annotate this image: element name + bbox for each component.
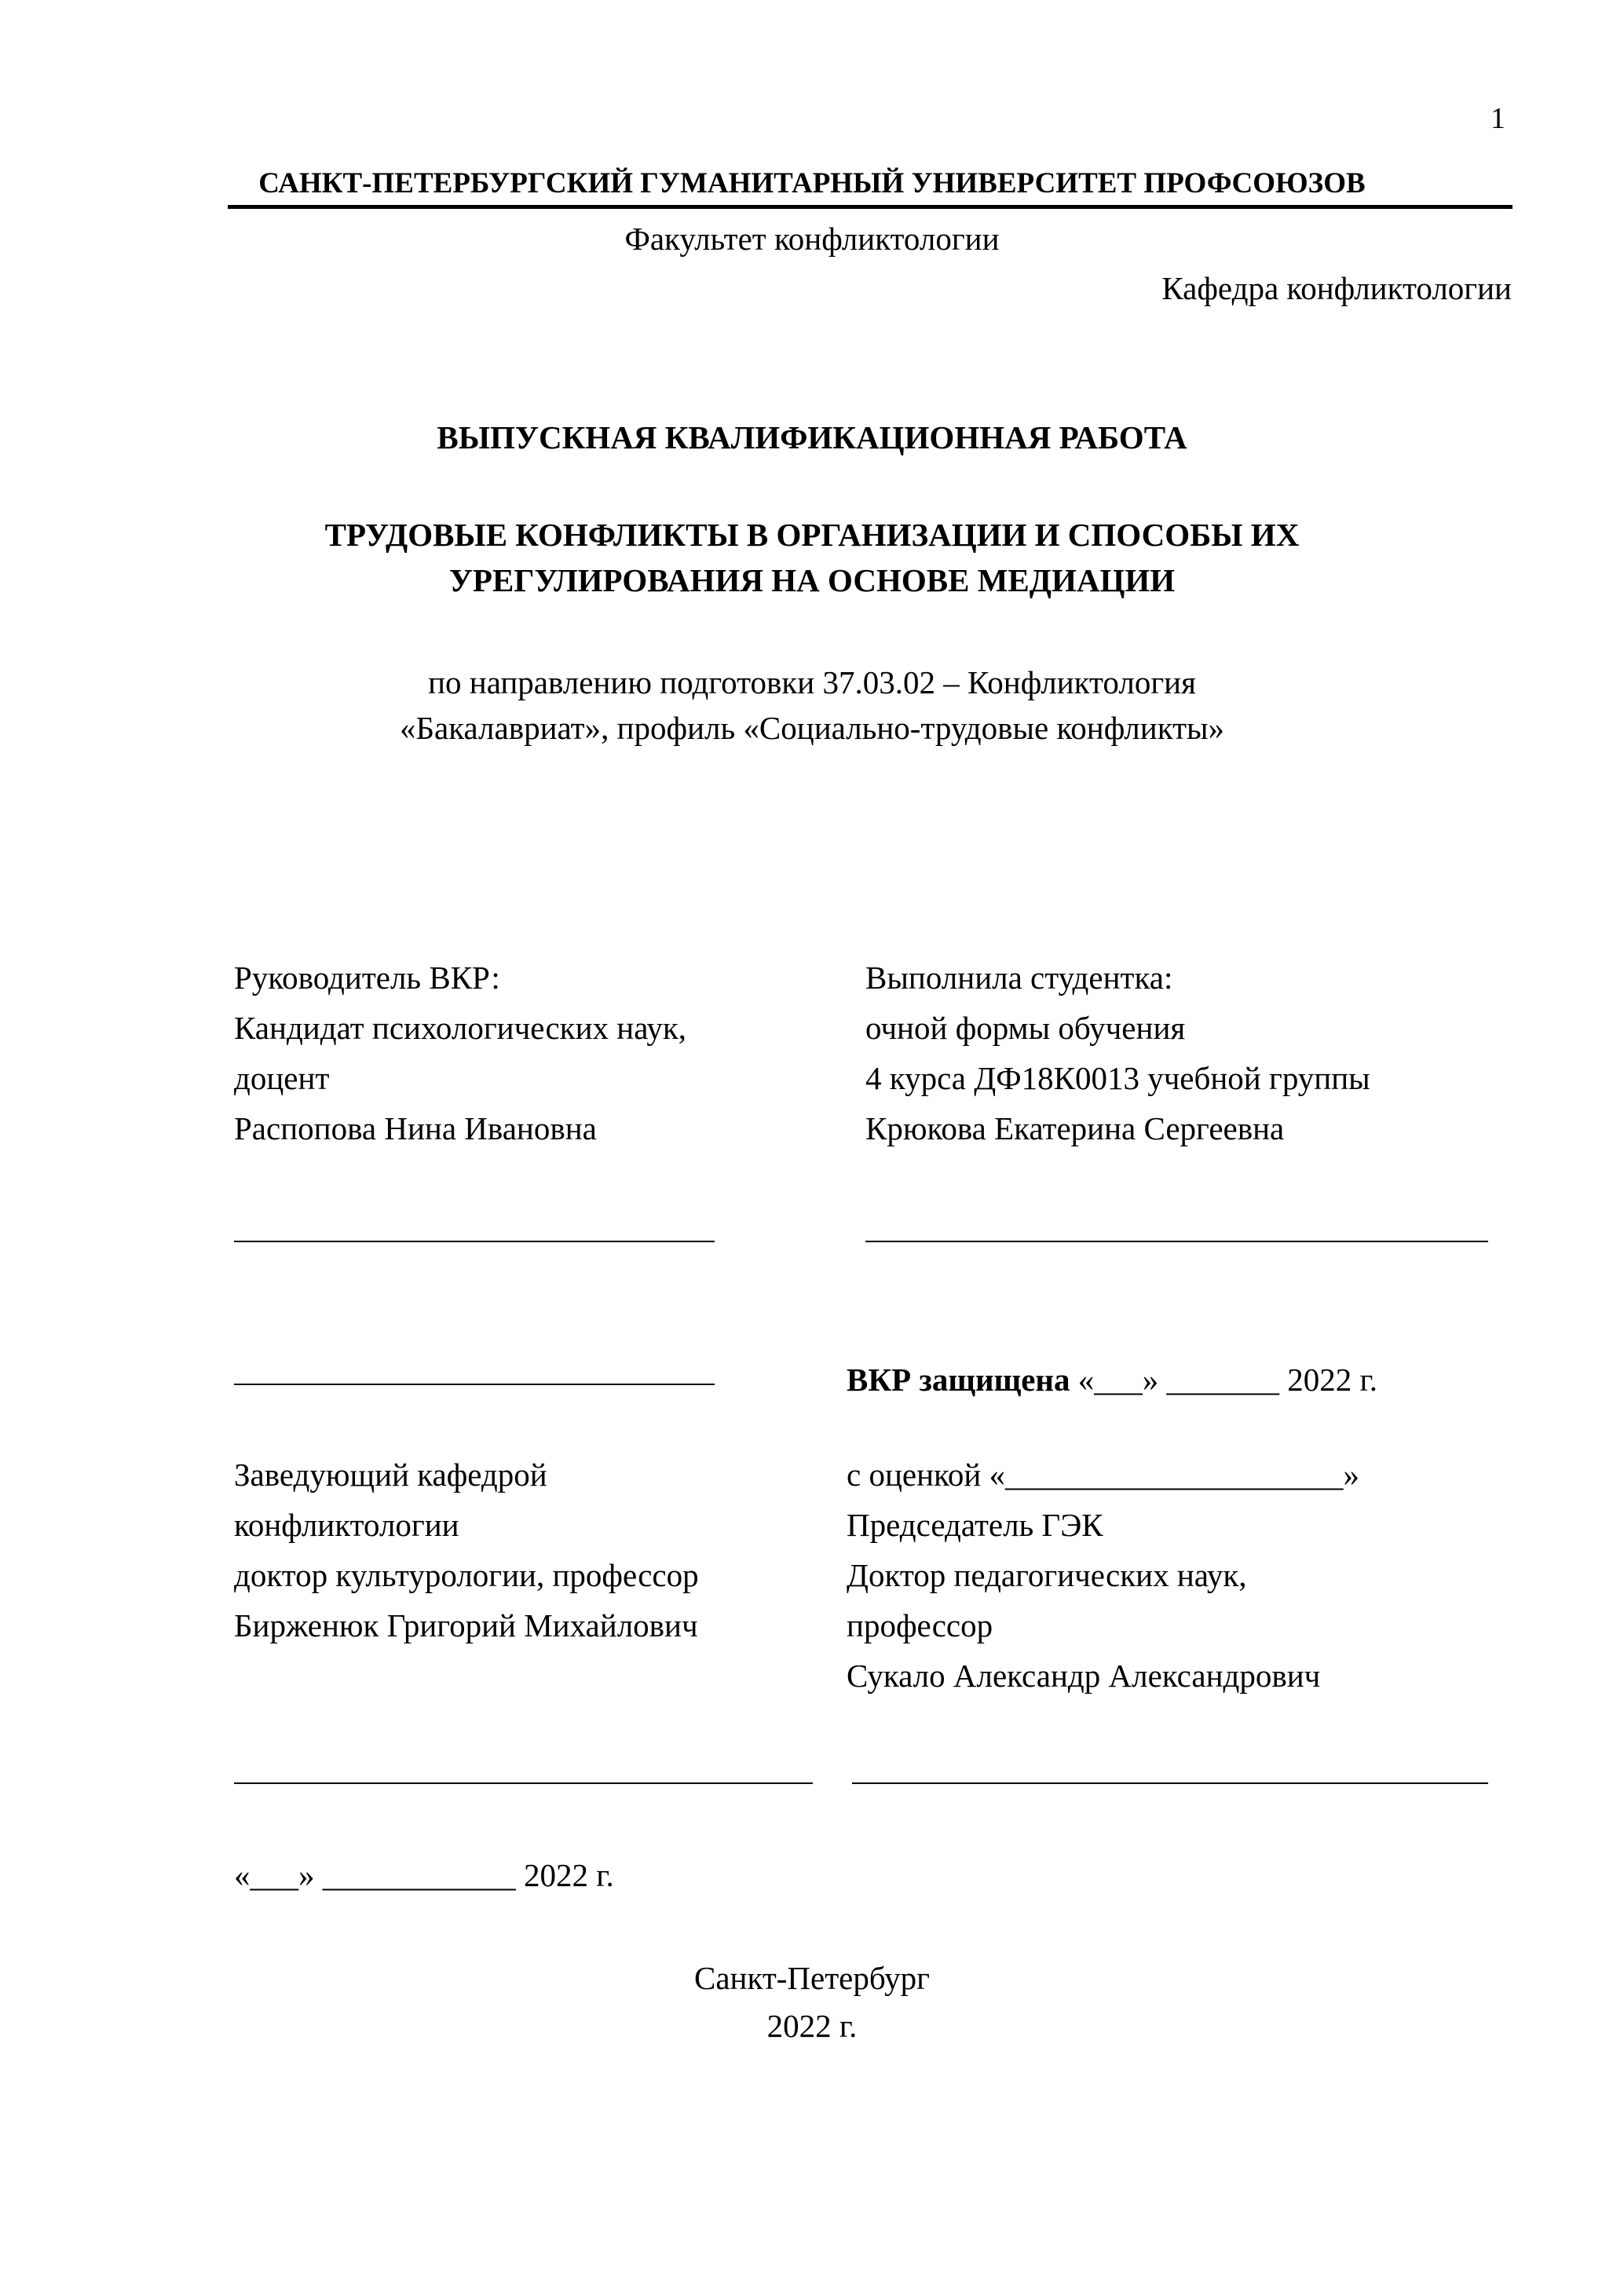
head-label: Заведующий кафедрой <box>234 1457 547 1493</box>
head-department: конфликтологии <box>234 1507 459 1543</box>
supervisor-signature-line <box>234 1241 715 1242</box>
supervisor-degree: Кандидат психологических наук, <box>234 1010 686 1046</box>
profile-line: «Бакалавриат», профиль «Социально-трудовые конфликты» <box>399 710 1225 746</box>
chairman-signature-line <box>852 1782 1488 1784</box>
chairman-degree: Доктор педагогических наук, <box>847 1557 1247 1593</box>
university-name: САНКТ-ПЕТЕРБУРГСКИЙ ГУМАНИТАРНЫЙ УНИВЕРСИТЕТ ПРОФСОЮЗОВ <box>258 167 1366 199</box>
faculty-name: Факультет конфликтологии <box>624 221 1000 257</box>
defense-date: «___» _______ 2022 г. <box>1077 1362 1377 1398</box>
defense-line <box>847 1364 1377 1396</box>
student-group: 4 курса ДФ18К0013 учебной группы <box>865 1060 1370 1096</box>
chairman-name: Сукало Александр Александрович <box>847 1658 1321 1694</box>
supervisor-label: Руководитель ВКР: <box>234 960 500 996</box>
work-type: ВЫПУСКНАЯ КВАЛИФИКАЦИОННАЯ РАБОТА <box>437 419 1187 455</box>
defense-label: ВКР защищена <box>847 1362 1070 1398</box>
approval-date-line: «___» ____________ 2022 г. <box>234 1857 614 1893</box>
grade-line: с оценкой «_____________________» <box>847 1457 1360 1493</box>
chairman-title: профессор <box>847 1607 993 1643</box>
supervisor-title: доцент <box>234 1060 330 1096</box>
year: 2022 г. <box>766 2008 858 2044</box>
direction-line: по направлению подготовки 37.03.02 – Конфликтология <box>428 664 1196 700</box>
chairman-label: Председатель ГЭК <box>847 1507 1103 1543</box>
header-rule <box>228 205 1512 209</box>
head-degree: доктор культурологии, профессор <box>234 1557 699 1593</box>
city: Санкт-Петербург <box>694 1960 930 1996</box>
page-number: 1 <box>1490 102 1505 135</box>
head-signature-line <box>234 1782 813 1784</box>
thesis-title-line-1: ТРУДОВЫЕ КОНФЛИКТЫ В ОРГАНИЗАЦИИ И СПОСОБЫ ИХ <box>324 517 1300 553</box>
department-name: Кафедра конфликтологии <box>1161 270 1512 306</box>
student-form: очной формы обучения <box>865 1010 1186 1046</box>
student-name: Крюкова Екатерина Сергеевна <box>865 1110 1285 1146</box>
student-label: Выполнила студентка: <box>865 960 1173 996</box>
student-signature-line <box>865 1241 1488 1242</box>
supervisor-name: Распопова Нина Ивановна <box>234 1110 597 1146</box>
head-name: Бирженюк Григорий Михайлович <box>234 1607 698 1643</box>
left-blank-signature-line <box>234 1384 715 1385</box>
thesis-title-line-2: УРЕГУЛИРОВАНИЯ НА ОСНОВЕ МЕДИАЦИИ <box>448 562 1176 598</box>
